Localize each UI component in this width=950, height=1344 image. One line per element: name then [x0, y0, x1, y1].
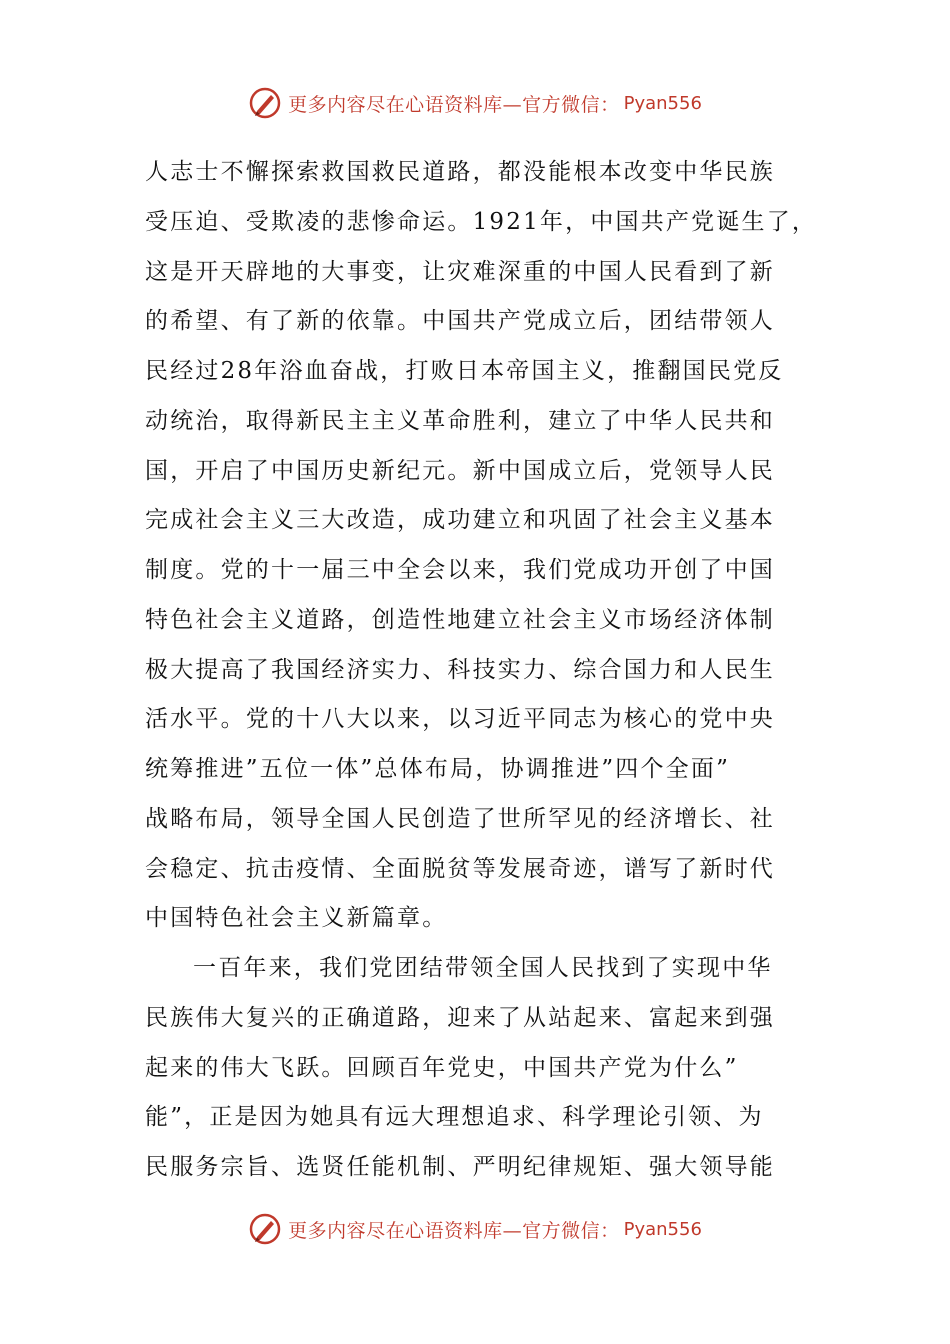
header-banner-wechat-id: Pyan556	[623, 92, 702, 114]
body-line: 能”，正是因为她具有远大理想追求、科学理论引领、为	[145, 1104, 764, 1131]
body-line: 制度。党的十一届三中全会以来，我们党成功开创了中国	[145, 557, 775, 583]
document-body	[145, 148, 818, 1193]
body-line: 民经过28年浴血奋战，打败日本帝国主义，推翻国民党反	[145, 358, 784, 384]
body-line: 受压迫、受欺凌的悲惨命运。1921年，中国共产党诞生了，	[145, 208, 818, 235]
paragraph-start-line: 一百年来，我们党团结带领全国人民找到了实现中华	[193, 955, 773, 981]
footer-banner-wechat-id: Pyan556	[623, 1218, 702, 1240]
body-line: 特色社会主义道路，创造性地建立社会主义市场经济体制	[145, 606, 775, 633]
body-line: 民族伟大复兴的正确道路，迎来了从站起来、富起来到强	[145, 1004, 775, 1031]
body-line: 的希望、有了新的依靠。中国共产党成立后，团结带领人	[145, 308, 775, 335]
footer-banner-text: 更多内容尽在心语资料库—官方微信：	[288, 1219, 620, 1242]
body-line: 动统治，取得新民主主义革命胜利，建立了中华人民共和	[145, 407, 775, 434]
body-line: 国，开启了中国历史新纪元。新中国成立后，党领导人民	[145, 457, 775, 484]
body-line: 统筹推进”五位一体”总体布局，协调推进”四个全面”	[145, 756, 731, 782]
header-banner-text: 更多内容尽在心语资料库—官方微信：	[288, 93, 620, 116]
body-line: 活水平。党的十八大以来，以习近平同志为核心的党中央	[145, 706, 775, 733]
footer-watermark-banner	[0, 1209, 950, 1249]
pen-logo-icon	[248, 1212, 282, 1246]
body-line: 民服务宗旨、选贤任能机制、严明纪律规矩、强大领导能	[145, 1154, 775, 1180]
body-line: 完成社会主义三大改造，成功建立和巩固了社会主义基本	[145, 507, 775, 534]
body-line: 起来的伟大飞跃。回顾百年党史，中国共产党为什么”	[145, 1054, 739, 1081]
body-line: 中国特色社会主义新篇章。	[145, 905, 448, 932]
body-line: 极大提高了我国经济实力、科技实力、综合国力和人民生	[145, 656, 775, 683]
pen-logo-icon	[248, 86, 282, 120]
body-line: 这是开天辟地的大事变，让灾难深重的中国人民看到了新	[145, 258, 775, 285]
body-line: 战略布局，领导全国人民创造了世所罕见的经济增长、社	[145, 805, 775, 832]
body-line: 人志士不懈探索救国救民道路，都没能根本改变中华民族	[145, 159, 775, 185]
header-watermark-banner	[0, 83, 950, 123]
body-line: 会稳定、抗击疫情、全面脱贫等发展奇迹，谱写了新时代	[145, 855, 775, 882]
